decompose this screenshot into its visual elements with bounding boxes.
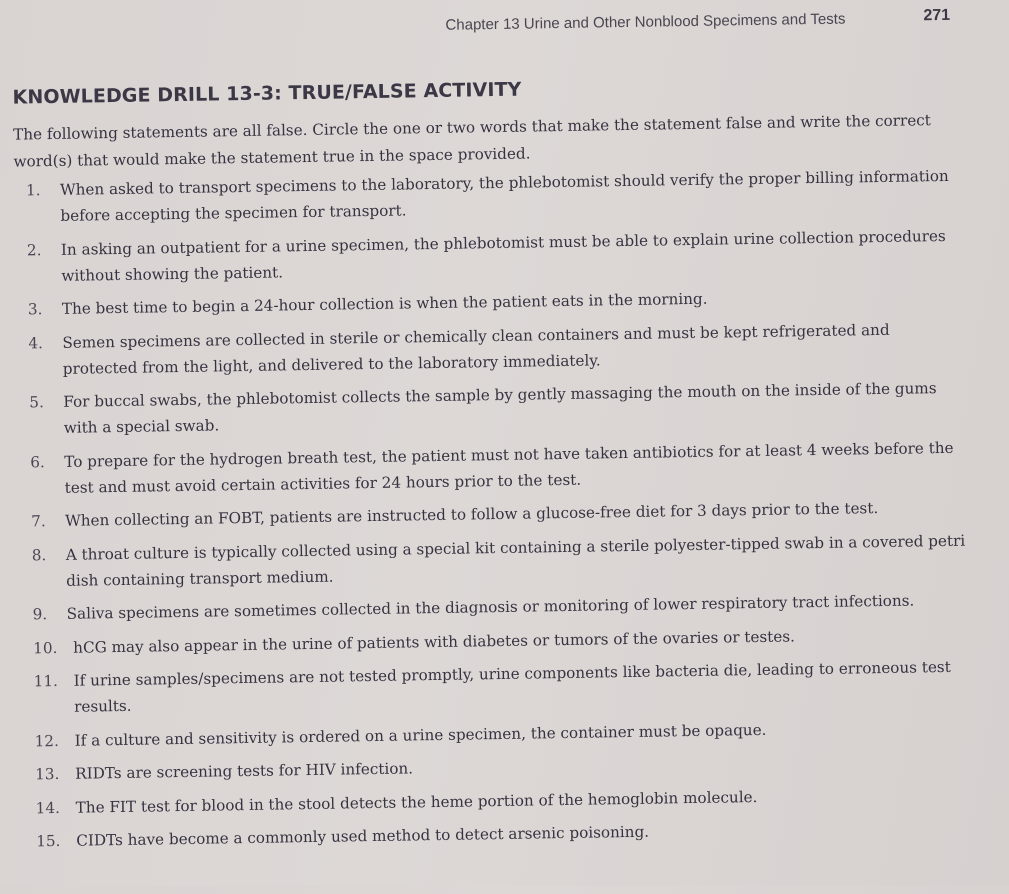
statement-text: If urine samples/specimens are not tested promptly, urine components like bacteria die, leading to erroneous test results. xyxy=(73,657,951,716)
statement-number: 4. xyxy=(28,333,44,352)
statement-text: To prepare for the hydrogen breath test, the patient must not have taken antibiotics for at least 4 weeks before the test and must avoid certain activities for 24 hours prior to the test. xyxy=(64,438,954,497)
statement-number: 9. xyxy=(32,605,48,624)
statement-text: The FIT test for blood in the stool detects the heme portion of the hemoglobin molecule. xyxy=(75,787,758,817)
drill-instructions: The following statements are all false. Circle the one or two words that make the statement false and write the correct word(s) that would make the statement true in the space provided. xyxy=(13,111,931,171)
statement-text: When collecting an FOBT, patients are instructed to follow a glucose-free diet for 3 days prior to the test. xyxy=(65,499,879,530)
statement-text: The best time to begin a 24-hour collection is when the patient eats in the morning. xyxy=(61,289,708,318)
statement-item xyxy=(32,587,972,628)
statement-text: A throat culture is typically collected using a special kit containing a sterile polyester-tipped swab in a covered petri dish containing transport medium. xyxy=(65,531,966,590)
statement-text: Saliva specimens are sometimes collected in the diagnosis or monitoring of lower respiratory tract infections. xyxy=(66,591,915,623)
statement-item xyxy=(34,713,974,754)
statement-item xyxy=(28,282,968,323)
statement-number: 11. xyxy=(33,671,59,691)
page-number: 271 xyxy=(923,6,951,25)
statement-text: hCG may also appear in the urine of patients with diabetes or tumors of the ovaries or testes. xyxy=(73,626,796,657)
statement-number: 12. xyxy=(34,731,59,750)
statement-number: 3. xyxy=(27,300,43,319)
statement-item xyxy=(31,494,971,535)
statement-item xyxy=(36,814,976,855)
statement-number: 1. xyxy=(25,181,41,200)
statement-number: 2. xyxy=(26,240,42,259)
statement-text: Semen specimens are collected in sterile or chemically clean containers and must be kept refrigerated and protected from the light, and delivered to the laboratory immediately. xyxy=(62,320,890,378)
statement-number: 14. xyxy=(35,798,61,817)
statement-number: 13. xyxy=(35,764,60,784)
statement-text: CIDTs have become a commonly used method to detect arsenic poisoning. xyxy=(76,822,650,850)
statement-number: 5. xyxy=(29,393,44,412)
statement-item xyxy=(28,315,969,382)
statement-number: 10. xyxy=(33,638,58,657)
statement-number: 8. xyxy=(31,545,47,564)
statement-text: For buccal swabs, the phlebotomist collects the sample by gently massaging the mouth on the inside of the gums with a special swab. xyxy=(63,379,937,437)
statement-item xyxy=(32,527,973,594)
statement-number: 7. xyxy=(31,512,46,531)
statement-item xyxy=(35,747,975,788)
statement-number: 15. xyxy=(36,831,61,851)
statement-number: 6. xyxy=(30,452,45,471)
statement-item xyxy=(36,780,976,821)
statement-text: When asked to transport specimens to the laboratory, the phlebotomist should verify the proper billing information before accepting the specimen for transport. xyxy=(59,166,949,225)
statement-item xyxy=(33,620,973,661)
statement-item xyxy=(29,375,970,442)
statement-text: If a culture and sensitivity is ordered on a urine specimen, the container must be opaque. xyxy=(74,720,767,750)
statement-item xyxy=(27,222,968,289)
statement-item xyxy=(34,654,975,721)
statement-text: RIDTs are screening tests for HIV infection. xyxy=(75,759,414,783)
running-head: Chapter 13 Urine and Other Nonblood Specimens and Tests xyxy=(445,10,846,34)
statement-item xyxy=(30,434,971,501)
statement-text: In asking an outpatient for a urine specimen, the phlebotomist must be able to explain urine collection procedures without showing the patient. xyxy=(60,226,946,285)
drill-title: KNOWLEDGE DRILL 13-3: TRUE/FALSE ACTIVITY xyxy=(12,78,522,109)
statement-list xyxy=(26,163,977,862)
